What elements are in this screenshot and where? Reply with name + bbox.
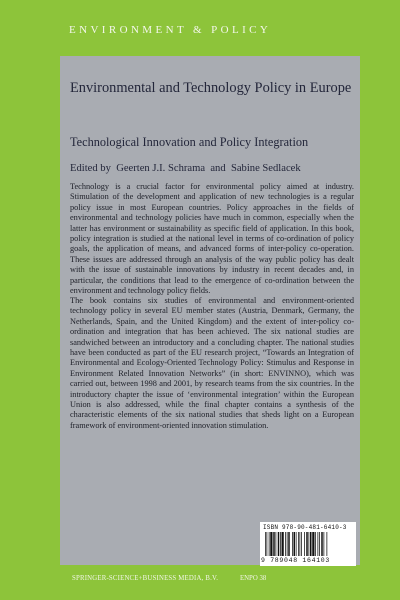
barcode-bar — [265, 532, 266, 556]
barcode-bar — [269, 532, 270, 556]
barcode-bar — [294, 532, 296, 556]
barcode-bar — [292, 532, 293, 556]
book-title: Environmental and Technology Policy in Europe — [70, 80, 352, 96]
barcode-bar — [296, 532, 297, 556]
editors-line — [70, 163, 355, 174]
barcode-bar — [288, 532, 290, 556]
barcode-bar — [285, 532, 286, 556]
isbn-label: ISBN 978-90-481-6410-3 — [263, 524, 347, 531]
barcode-bar — [301, 532, 302, 556]
barcode-bar — [282, 532, 284, 556]
barcode-bar — [318, 532, 319, 556]
series-name: ENVIRONMENT & POLICY — [69, 24, 272, 36]
barcode-bar — [324, 532, 325, 556]
barcode-bar — [276, 532, 277, 556]
barcode-box — [260, 522, 356, 566]
barcode-bar — [319, 532, 320, 556]
barcode-bar — [280, 532, 281, 556]
editor-name: Sabine Sedlacek — [230, 163, 301, 174]
blurb-paragraph: The book contains six studies of environmental and environment-oriented technology policy in several EU member states (Austria, Denmark, Germany, the Netherlands, Spain, and the United Kingdom) and the extent of inter-policy co-ordination and integration that has been achieved. The six national studies are sandwiched between an introductory and a concluding chapter. The national studies have been conducted as part of the EU research project, “Towards an Integration of Environmental and Ecology-Oriented Technology Policy: Stimulus and Response in Environment Related Innovation Networks” (in short: ENVINNO), which was carried out, between 1998 and 2001, by research teams from the six countries. In the introductory chapter the issue of ‘environmental integration’ within the European Union is also addressed, while the final chapter contains a synthesis of the characteristic elements of the six national studies that sheds light on a European framework of environment-oriented innovation stimulation. — [70, 296, 354, 430]
series-banner — [0, 0, 400, 56]
back-cover-panel — [60, 56, 360, 565]
series-code: ENPO 38 — [240, 575, 267, 582]
barcode-bar — [270, 532, 272, 556]
barcode-bar — [304, 532, 305, 556]
barcode-bar — [298, 532, 299, 556]
barcode-bar — [312, 532, 314, 556]
barcode-bar — [315, 532, 316, 556]
barcode-bar — [309, 532, 310, 556]
editors-prefix: Edited by — [70, 163, 111, 174]
barcode-bar — [300, 532, 301, 556]
barcode-bar — [278, 532, 280, 556]
editors-joiner: and — [210, 163, 226, 174]
barcode-bars — [264, 532, 352, 556]
barcode-bar — [321, 532, 323, 556]
barcode-bar — [306, 532, 308, 556]
barcode-digits: 9 789048 164103 — [261, 557, 331, 564]
barcode-bar — [273, 532, 275, 556]
barcode-bar — [267, 532, 268, 556]
barcode-bar — [327, 532, 328, 556]
blurb-paragraph: Technology is a crucial factor for environmental policy aimed at industry. Stimulation of the development and application of new technologies is a regular policy issue in most European countries. Policy approaches in the fields of environmental and technology policies have much in common, especially when the latter has environment or sustainability as specific field of application. In this book, policy integration is studied at the national level in terms of co-ordination of policy goals, the application of means, and advanced forms of inter-policy co-operation. These issues are addressed through an analysis of the way public policy has dealt with the issue of sustainable innovations by industry in recent decades and, in particular, the conditions that lead to the emergence of co-ordination between the environment and technology policy fields. — [70, 182, 354, 296]
barcode-bar — [287, 532, 288, 556]
barcode-bar — [310, 532, 312, 556]
editor-name: Geerten J.I. Schrama — [116, 163, 206, 174]
publisher-name: SPRINGER-SCIENCE+BUSINESS MEDIA, B.V. — [72, 575, 219, 582]
book-subtitle: Technological Innovation and Policy Integration — [70, 135, 309, 149]
